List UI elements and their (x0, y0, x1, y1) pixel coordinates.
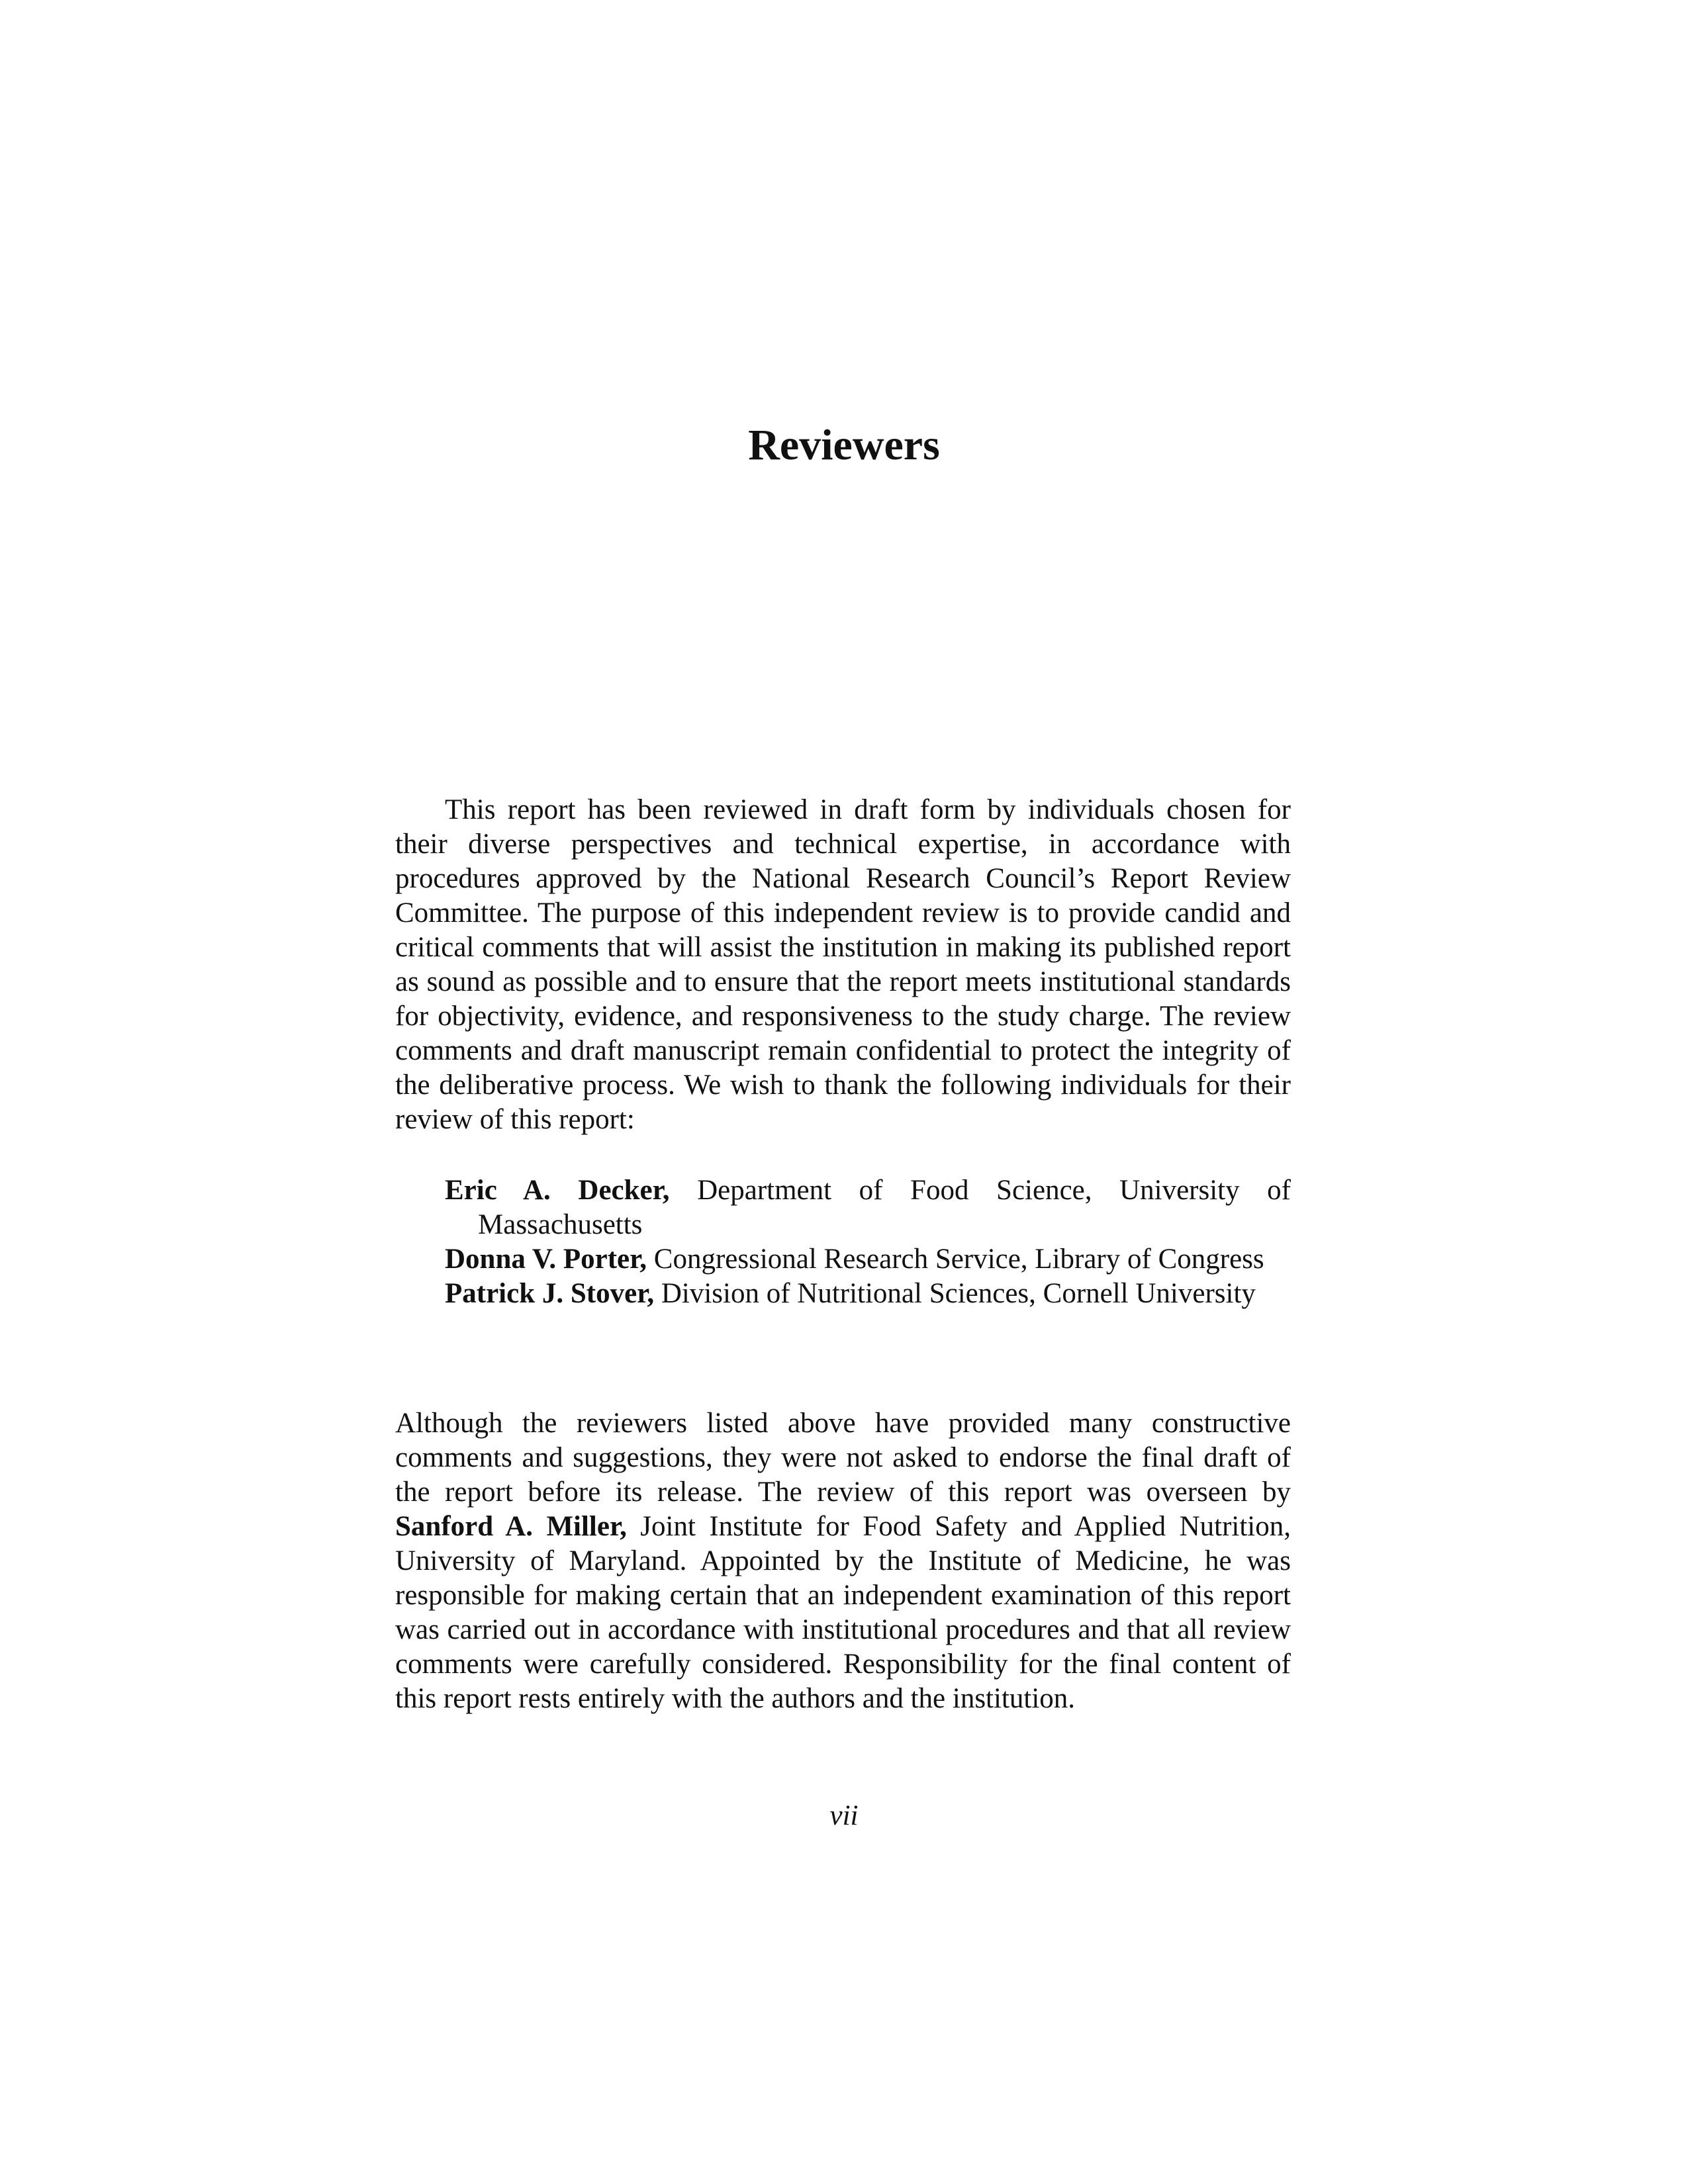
closing-text-after: Joint Institute for Food Safety and Applied Nutrition, University of Maryland. Appointed by the Institute of Medicine, he was responsible for making certain that an independent examination of this report was carried out in accordance with institutional procedures and that all review comments were carefully considered. Responsibility for the final content of this report rests entirely with the authors and the institution. (395, 1511, 1291, 1714)
reviewer-name: Donna V. Porter, (445, 1244, 647, 1275)
reviewer-affiliation: Department of Food Science, University of Massachusetts (478, 1175, 1291, 1240)
overseer-name: Sanford A. Miller, (395, 1511, 627, 1542)
reviewer-entry (445, 1173, 1291, 1242)
reviewer-name: Eric A. Decker, (445, 1175, 670, 1206)
reviewer-name: Patrick J. Stover, (445, 1278, 655, 1309)
reviewer-affiliation: Congressional Research Service, Library of Congress (647, 1244, 1264, 1275)
closing-paragraph (395, 1406, 1291, 1716)
reviewer-affiliation: Division of Nutritional Sciences, Cornell University (654, 1278, 1256, 1309)
page-title: Reviewers (748, 421, 940, 469)
reviewer-entry (445, 1277, 1291, 1311)
page-number: vii (829, 1800, 859, 1831)
reviewer-list (445, 1173, 1291, 1311)
reviewer-entry (445, 1242, 1291, 1277)
intro-paragraph: This report has been reviewed in draft form by individuals chosen for their diverse perspectives and technical expertise, in accordance with procedures approved by the National Research Council’s Report Review Committee. The purpose of this independent review is to provide candid and critical comments that will assist the institution in making its published report as sound as possible and to ensure that the report meets institutional standards for objectivity, evidence, and responsiveness to the study charge. The review comments and draft manuscript remain confidential to protect the integrity of the deliberative process. We wish to thank the following individuals for their review of this report: (395, 794, 1291, 1135)
closing-text-before: Although the reviewers listed above have provided many constructive comments and suggestions, they were not asked to endorse the final draft of the report before its release. The review of this report was overseen by (395, 1408, 1291, 1508)
